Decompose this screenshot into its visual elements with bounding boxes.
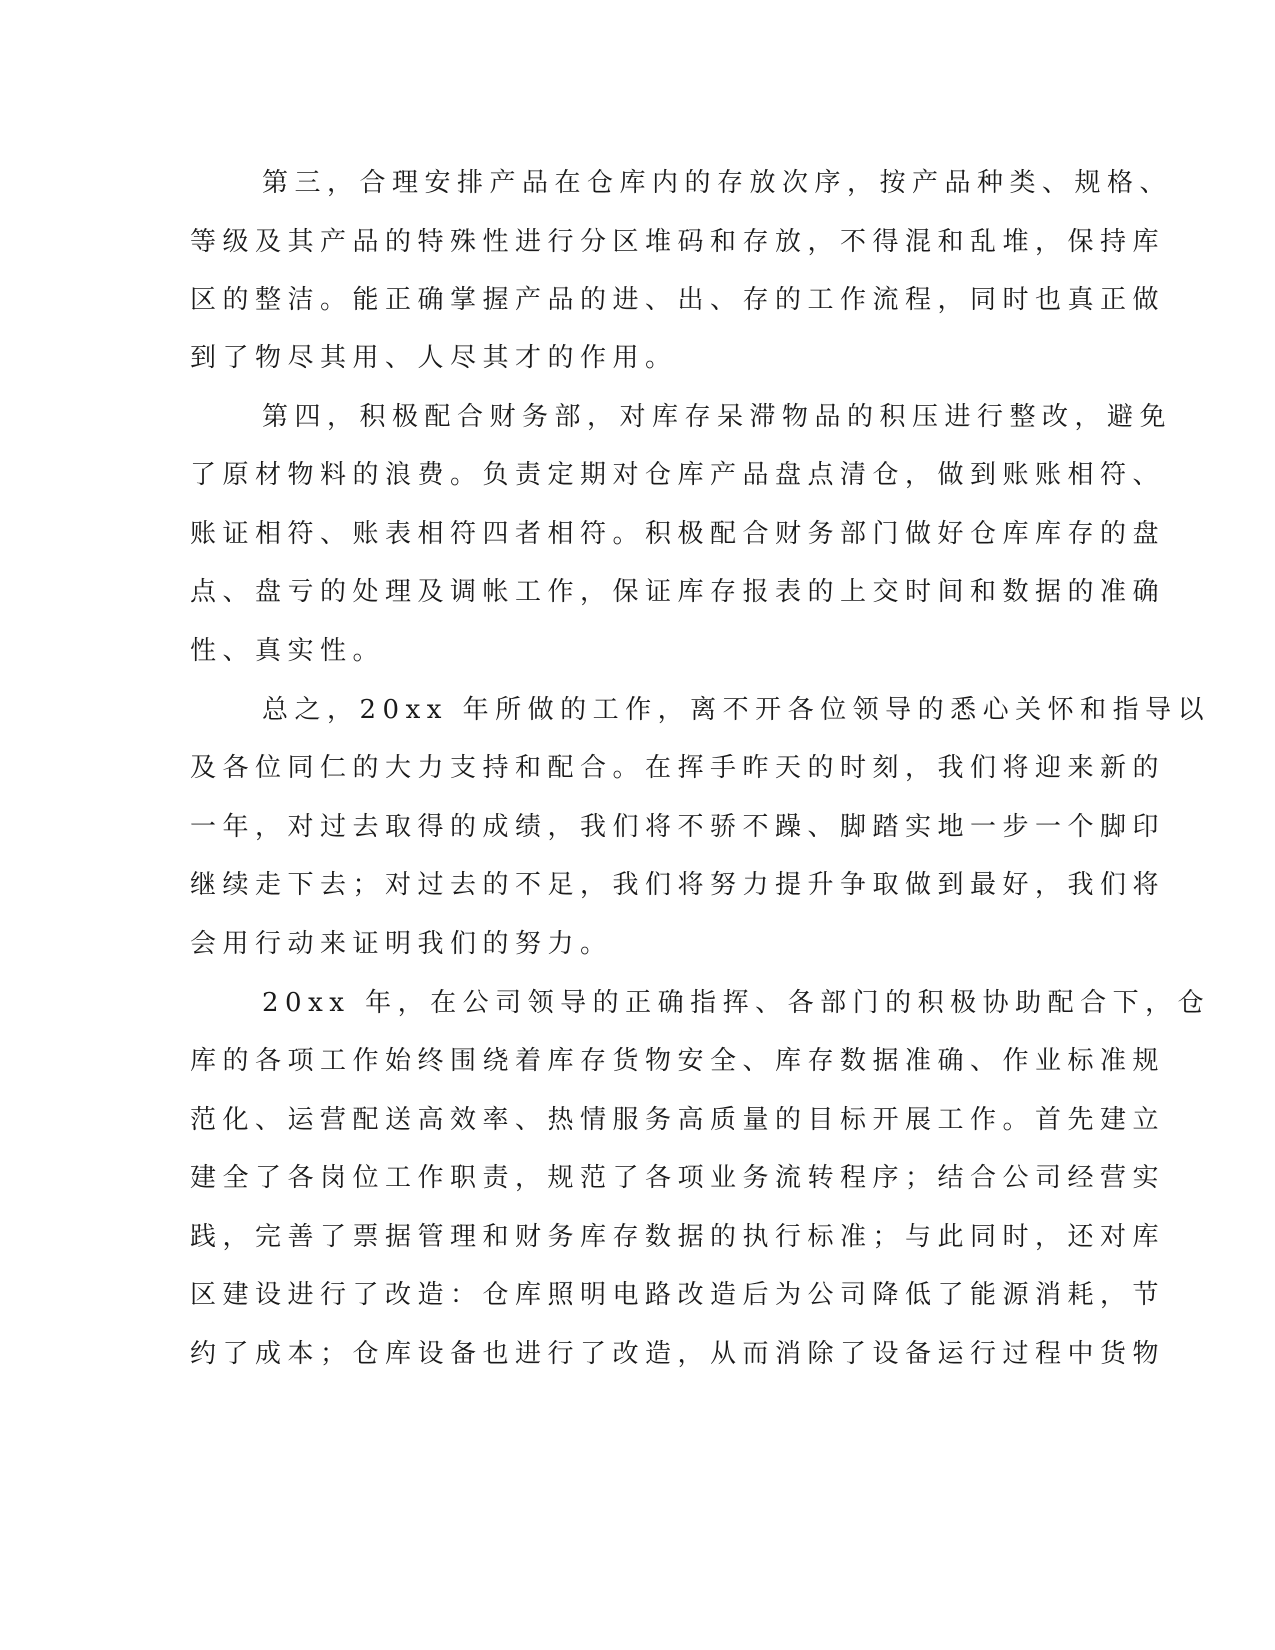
paragraph-line: 总之，20xx 年所做的工作，离不开各位领导的悉心关怀和指导以 — [262, 695, 1211, 725]
paragraph-line: 点、盘亏的处理及调帐工作，保证库存报表的上交时间和数据的准确 — [190, 577, 1166, 607]
paragraph-line: 区的整洁。能正确掌握产品的进、出、存的工作流程，同时也真正做 — [190, 285, 1166, 315]
paragraph-line: 等级及其产品的特殊性进行分区堆码和存放，不得混和乱堆，保持库 — [190, 227, 1166, 257]
paragraph-line: 库的各项工作始终围绕着库存货物安全、库存数据准确、作业标准规 — [190, 1046, 1166, 1076]
paragraph-line: 性、真实性。 — [190, 636, 386, 666]
paragraph-line: 及各位同仁的大力支持和配合。在挥手昨天的时刻，我们将迎来新的 — [190, 753, 1166, 783]
paragraph-line: 继续走下去；对过去的不足，我们将努力提升争取做到最好，我们将 — [190, 870, 1166, 900]
paragraph-line: 会用行动来证明我们的努力。 — [190, 929, 613, 959]
paragraph-line: 了原材物料的浪费。负责定期对仓库产品盘点清仓，做到账账相符、 — [190, 460, 1166, 490]
paragraph-line: 区建设进行了改造：仓库照明电路改造后为公司降低了能源消耗，节 — [190, 1280, 1166, 1310]
paragraph-line: 账证相符、账表相符四者相符。积极配合财务部门做好仓库库存的盘 — [190, 519, 1166, 549]
paragraph-line: 约了成本；仓库设备也进行了改造，从而消除了设备运行过程中货物 — [190, 1339, 1166, 1369]
paragraph-line: 践，完善了票据管理和财务库存数据的执行标准；与此同时，还对库 — [190, 1222, 1166, 1252]
paragraph-line: 第四，积极配合财务部，对库存呆滞物品的积压进行整改，避免 — [262, 402, 1173, 432]
paragraph-line: 范化、运营配送高效率、热情服务高质量的目标开展工作。首先建立 — [190, 1105, 1166, 1135]
paragraph-line: 建全了各岗位工作职责，规范了各项业务流转程序；结合公司经营实 — [190, 1163, 1166, 1193]
paragraph-line: 第三，合理安排产品在仓库内的存放次序，按产品种类、规格、 — [262, 168, 1173, 198]
paragraph-line: 到了物尽其用、人尽其才的作用。 — [190, 343, 678, 373]
paragraph-line: 一年，对过去取得的成绩，我们将不骄不躁、脚踏实地一步一个脚印 — [190, 812, 1166, 842]
paragraph-line: 20xx 年，在公司领导的正确指挥、各部门的积极协助配合下，仓 — [262, 988, 1211, 1018]
